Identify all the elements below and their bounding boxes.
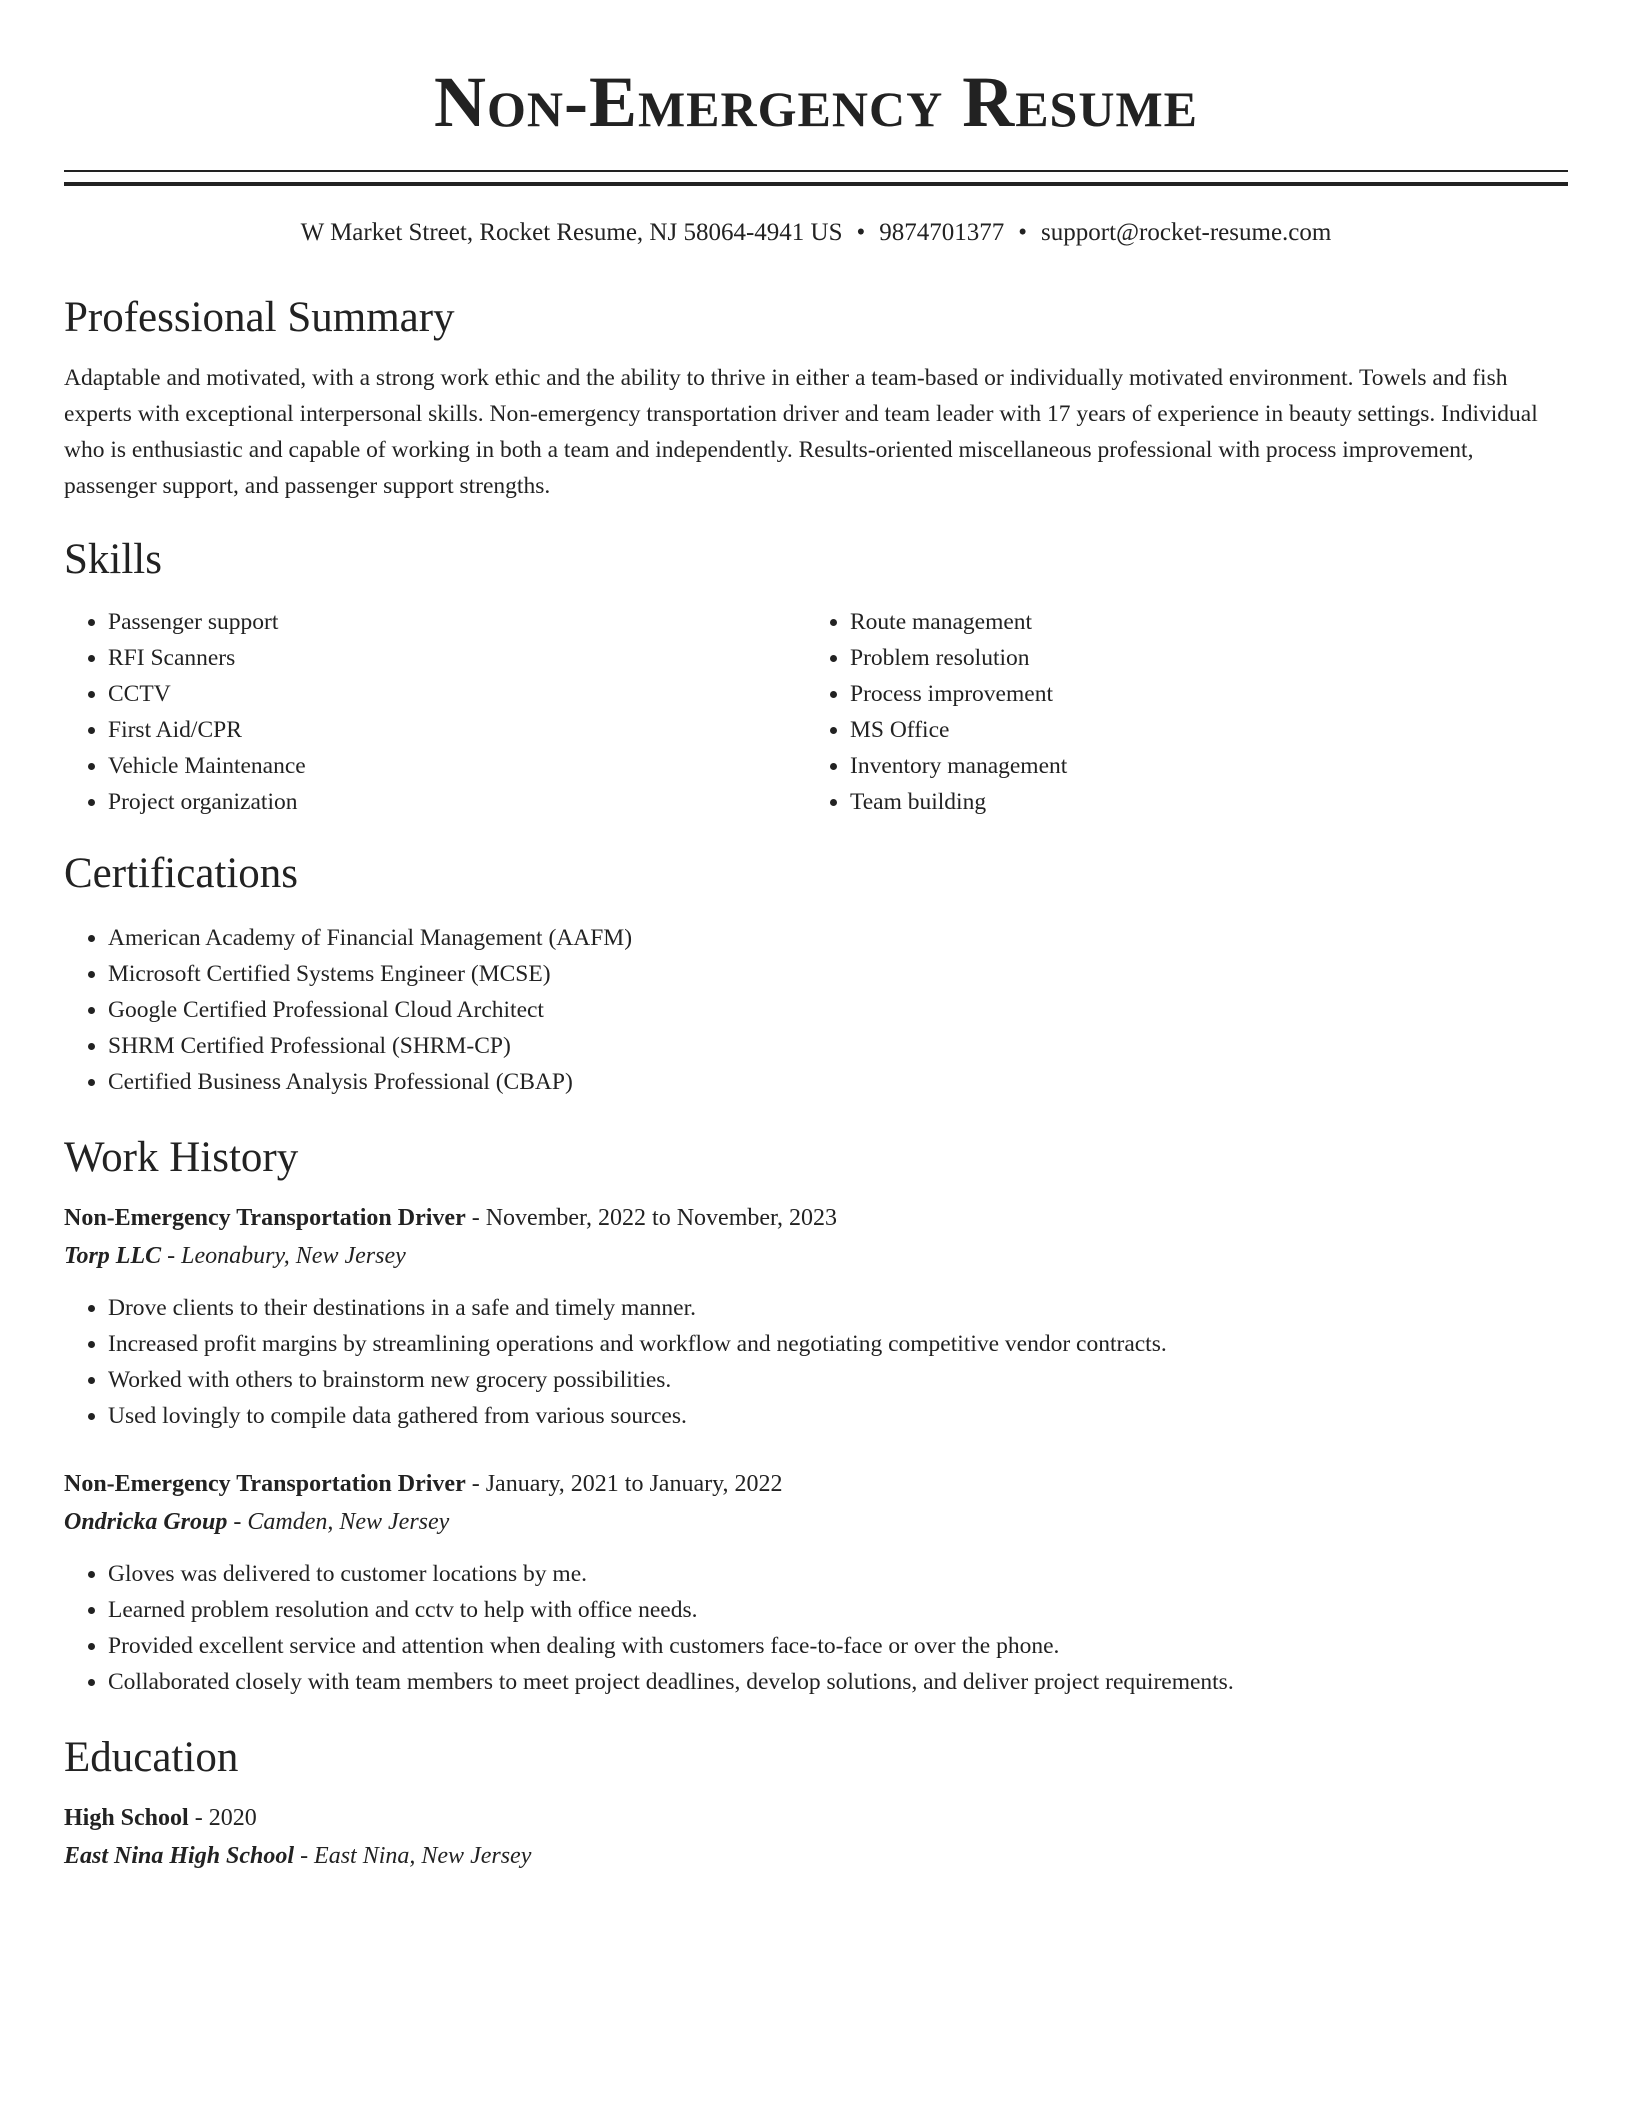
skills-list-left bbox=[64, 604, 806, 820]
job-duty-item: • Drove clients to their destinations in a safe and timely manner. bbox=[108, 1290, 1568, 1326]
school-line bbox=[64, 1838, 1568, 1874]
certification-item: • SHRM Certified Professional (SHRM-CP) bbox=[108, 1028, 1568, 1064]
certification-item: • Microsoft Certified Systems Engineer (MCSE) bbox=[108, 956, 1568, 992]
company-name: Ondricka Group bbox=[64, 1509, 228, 1535]
certification-item: • American Academy of Financial Management (AAFM) bbox=[108, 920, 1568, 956]
skill-item: • Inventory management bbox=[850, 748, 1548, 784]
job-dates: - November, 2022 to November, 2023 bbox=[465, 1205, 838, 1231]
skill-item: • Team building bbox=[850, 784, 1548, 820]
contact-email: support@rocket-resume.com bbox=[1041, 219, 1332, 246]
skills-column-left bbox=[64, 604, 806, 820]
job-duty-item: • Gloves was delivered to customer locations by me. bbox=[108, 1556, 1568, 1592]
skills-columns bbox=[64, 604, 1568, 820]
job-title: Non-Emergency Transportation Driver bbox=[64, 1205, 466, 1231]
school-location: - East Nina, New Jersey bbox=[294, 1843, 532, 1869]
job-entry bbox=[64, 1466, 1568, 1700]
skill-item: • Vehicle Maintenance bbox=[108, 748, 806, 784]
skill-item: • RFI Scanners bbox=[108, 640, 806, 676]
job-title: Non-Emergency Transportation Driver bbox=[64, 1471, 466, 1497]
skills-column-right bbox=[806, 604, 1548, 820]
contact-line bbox=[64, 216, 1568, 250]
title-divider bbox=[64, 170, 1568, 186]
certifications-heading: Certifications bbox=[64, 850, 299, 897]
certifications-list bbox=[64, 920, 1568, 1100]
skill-item: • Problem resolution bbox=[850, 640, 1548, 676]
skill-item: • Route management bbox=[850, 604, 1548, 640]
skill-item: • First Aid/CPR bbox=[108, 712, 806, 748]
work-history-heading: Work History bbox=[64, 1134, 299, 1181]
job-duties-list bbox=[64, 1556, 1568, 1700]
summary-text: Adaptable and motivated, with a strong work ethic and the ability to thrive in either a team-based or individually motivated environment. Towels and fish experts with exceptional interpersonal skills. Non-emergency transportation driver and team leader with 17 years of experience in beauty settings. Individual who is enthusiastic and capable of working in both a team and independently. Results-oriented miscellaneous professional with process improvement, passenger support, and passenger support strengths. bbox=[64, 365, 1538, 499]
job-duty-item: • Used lovingly to compile data gathered from various sources. bbox=[108, 1398, 1568, 1434]
company-name: Torp LLC bbox=[64, 1243, 162, 1269]
company-line bbox=[64, 1238, 1568, 1274]
contact-separator: • bbox=[856, 219, 866, 246]
contact-separator: • bbox=[1018, 219, 1028, 246]
job-duties-list bbox=[64, 1290, 1568, 1434]
job-duty-item: • Provided excellent service and attention when dealing with customers face-to-face or over the phone. bbox=[108, 1628, 1568, 1664]
contact-address: W Market Street, Rocket Resume, NJ 58064-4941 US bbox=[300, 219, 843, 246]
certification-item: • Google Certified Professional Cloud Architect bbox=[108, 992, 1568, 1028]
company-location: - Camden, New Jersey bbox=[227, 1509, 450, 1535]
job-duty-item: • Learned problem resolution and cctv to help with office needs. bbox=[108, 1592, 1568, 1628]
contact-phone: 9874701377 bbox=[879, 219, 1005, 246]
job-title-line bbox=[64, 1466, 1568, 1502]
company-line bbox=[64, 1504, 1568, 1540]
job-title-line bbox=[64, 1200, 1568, 1236]
degree-line bbox=[64, 1800, 1568, 1836]
skill-item: • Process improvement bbox=[850, 676, 1548, 712]
job-duty-item: • Worked with others to brainstorm new grocery possibilities. bbox=[108, 1362, 1568, 1398]
company-location: - Leonabury, New Jersey bbox=[161, 1243, 406, 1269]
skill-item: • Project organization bbox=[108, 784, 806, 820]
education-heading: Education bbox=[64, 1734, 239, 1781]
job-entry bbox=[64, 1200, 1568, 1434]
skill-item: • MS Office bbox=[850, 712, 1548, 748]
summary-heading: Professional Summary bbox=[64, 294, 455, 341]
skills-heading: Skills bbox=[64, 536, 162, 583]
job-dates: - January, 2021 to January, 2022 bbox=[465, 1471, 783, 1497]
job-duty-item: • Increased profit margins by streamlining operations and workflow and negotiating competitive vendor contracts. bbox=[108, 1326, 1568, 1362]
degree-year: - 2020 bbox=[188, 1805, 257, 1831]
certification-item: • Certified Business Analysis Professional (CBAP) bbox=[108, 1064, 1568, 1100]
degree-name: High School bbox=[64, 1805, 189, 1831]
skill-item: • CCTV bbox=[108, 676, 806, 712]
job-duty-item: • Collaborated closely with team members to meet project deadlines, develop solutions, and deliver project requirements. bbox=[108, 1664, 1568, 1700]
resume-title: Non-Emergency Resume bbox=[433, 62, 1199, 142]
school-name: East Nina High School bbox=[64, 1843, 295, 1869]
skills-list-right bbox=[806, 604, 1548, 820]
skill-item: • Passenger support bbox=[108, 604, 806, 640]
